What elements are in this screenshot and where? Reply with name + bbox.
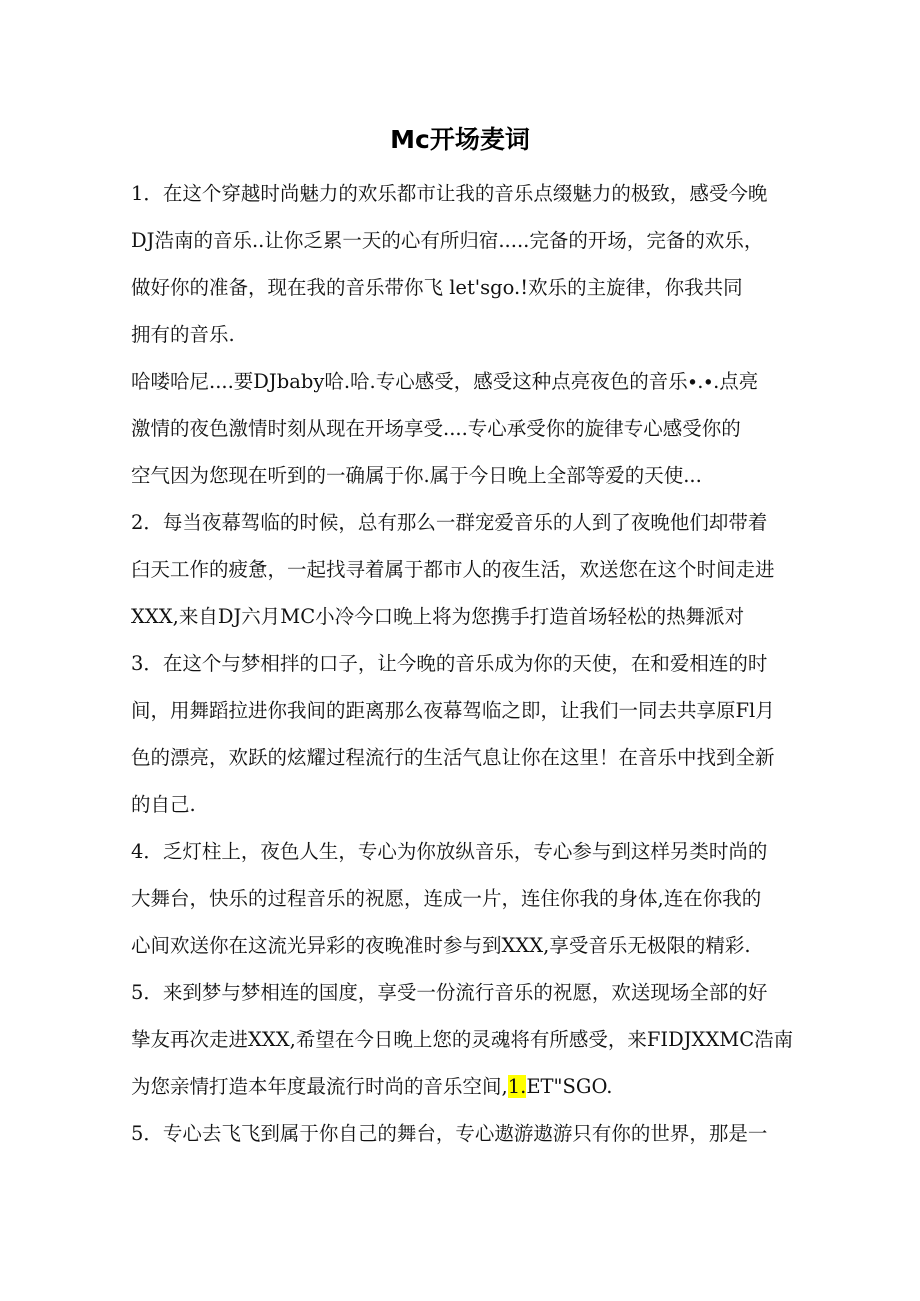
text-line: 大舞台，快乐的过程音乐的祝愿，连成一片，连住你我的身体,连在你我的	[131, 887, 762, 910]
document-body	[131, 174, 801, 1161]
text-line: 5．专心去飞飞到属于你自己的舞台，专心遨游遨游只有你的世界，那是一	[131, 1122, 768, 1145]
text-line: 1．在这个穿越时尚魅力的欢乐都市让我的音乐点缀魅力的极致，感受今晚	[131, 182, 768, 205]
text-segment: ET"SGO.	[526, 1075, 613, 1098]
text-line: 心间欢送你在这流光异彩的夜晚准时参与到XXX,享受音乐无极限的精彩.	[131, 934, 751, 957]
text-line: 空气因为您现在听到的一确属于你.属于今日晚上全部等爱的天使...	[131, 464, 702, 487]
text-line: 激情的夜色激情时刻从现在开场享受....专心承受你的旋律专心感受你的	[131, 417, 741, 440]
text-line: 拥有的音乐.	[131, 323, 235, 346]
text-line: 的自己.	[131, 793, 196, 816]
text-line: 5．来到梦与梦相连的国度，享受一份流行音乐的祝愿，欢送现场全部的好	[131, 981, 768, 1004]
text-line: 4．乏灯柱上，夜色人生，专心为你放纵音乐，专心参与到这样另类时尚的	[131, 840, 768, 863]
text-line: 2．每当夜幕驾临的时候，总有那么一群宠爱音乐的人到了夜晚他们却带着	[131, 511, 768, 534]
page-title: Mc开场麦词	[390, 125, 530, 154]
text-line: XXX,来自DJ六月MC小冷今口晚上将为您携手打造首场轻松的热舞派对	[131, 605, 745, 628]
text-line: 色的漂亮，欢跃的炫耀过程流行的生活气息让你在这里！在音乐中找到全新	[131, 746, 775, 769]
text-line: 3．在这个与梦相拌的口子，让今晚的音乐成为你的天使，在和爱相连的时	[131, 652, 768, 675]
text-line: 间，用舞蹈拉进你我间的距离那么夜幕驾临之即，让我们一同去共享原Fl月	[131, 699, 775, 722]
text-line-highlighted	[131, 1067, 801, 1114]
text-line: 臼天工作的疲惫，一起找寻着属于都市人的夜生活，欢送您在这个时间走进	[131, 558, 775, 581]
text-line: DJ浩南的音乐..让你乏累一天的心有所归宿.....完备的开场，完备的欢乐，	[131, 229, 764, 252]
text-segment: 为您亲情打造本年度最流行时尚的音乐空间,	[131, 1075, 508, 1098]
highlight-mark: 1.	[507, 1075, 527, 1098]
text-line: 挚友再次走进XXX,希望在今日晚上您的灵魂将有所感受，来FIDJXXMC浩南	[131, 1028, 794, 1051]
text-line: 哈喽哈尼....要DJbaby哈.哈.专心感受，感受这种点亮夜色的音乐∙.∙.点亮	[131, 370, 759, 393]
text-line: 做好你的准备，现在我的音乐带你飞 let'sgo.!欢乐的主旋律，你我共同	[131, 276, 743, 299]
